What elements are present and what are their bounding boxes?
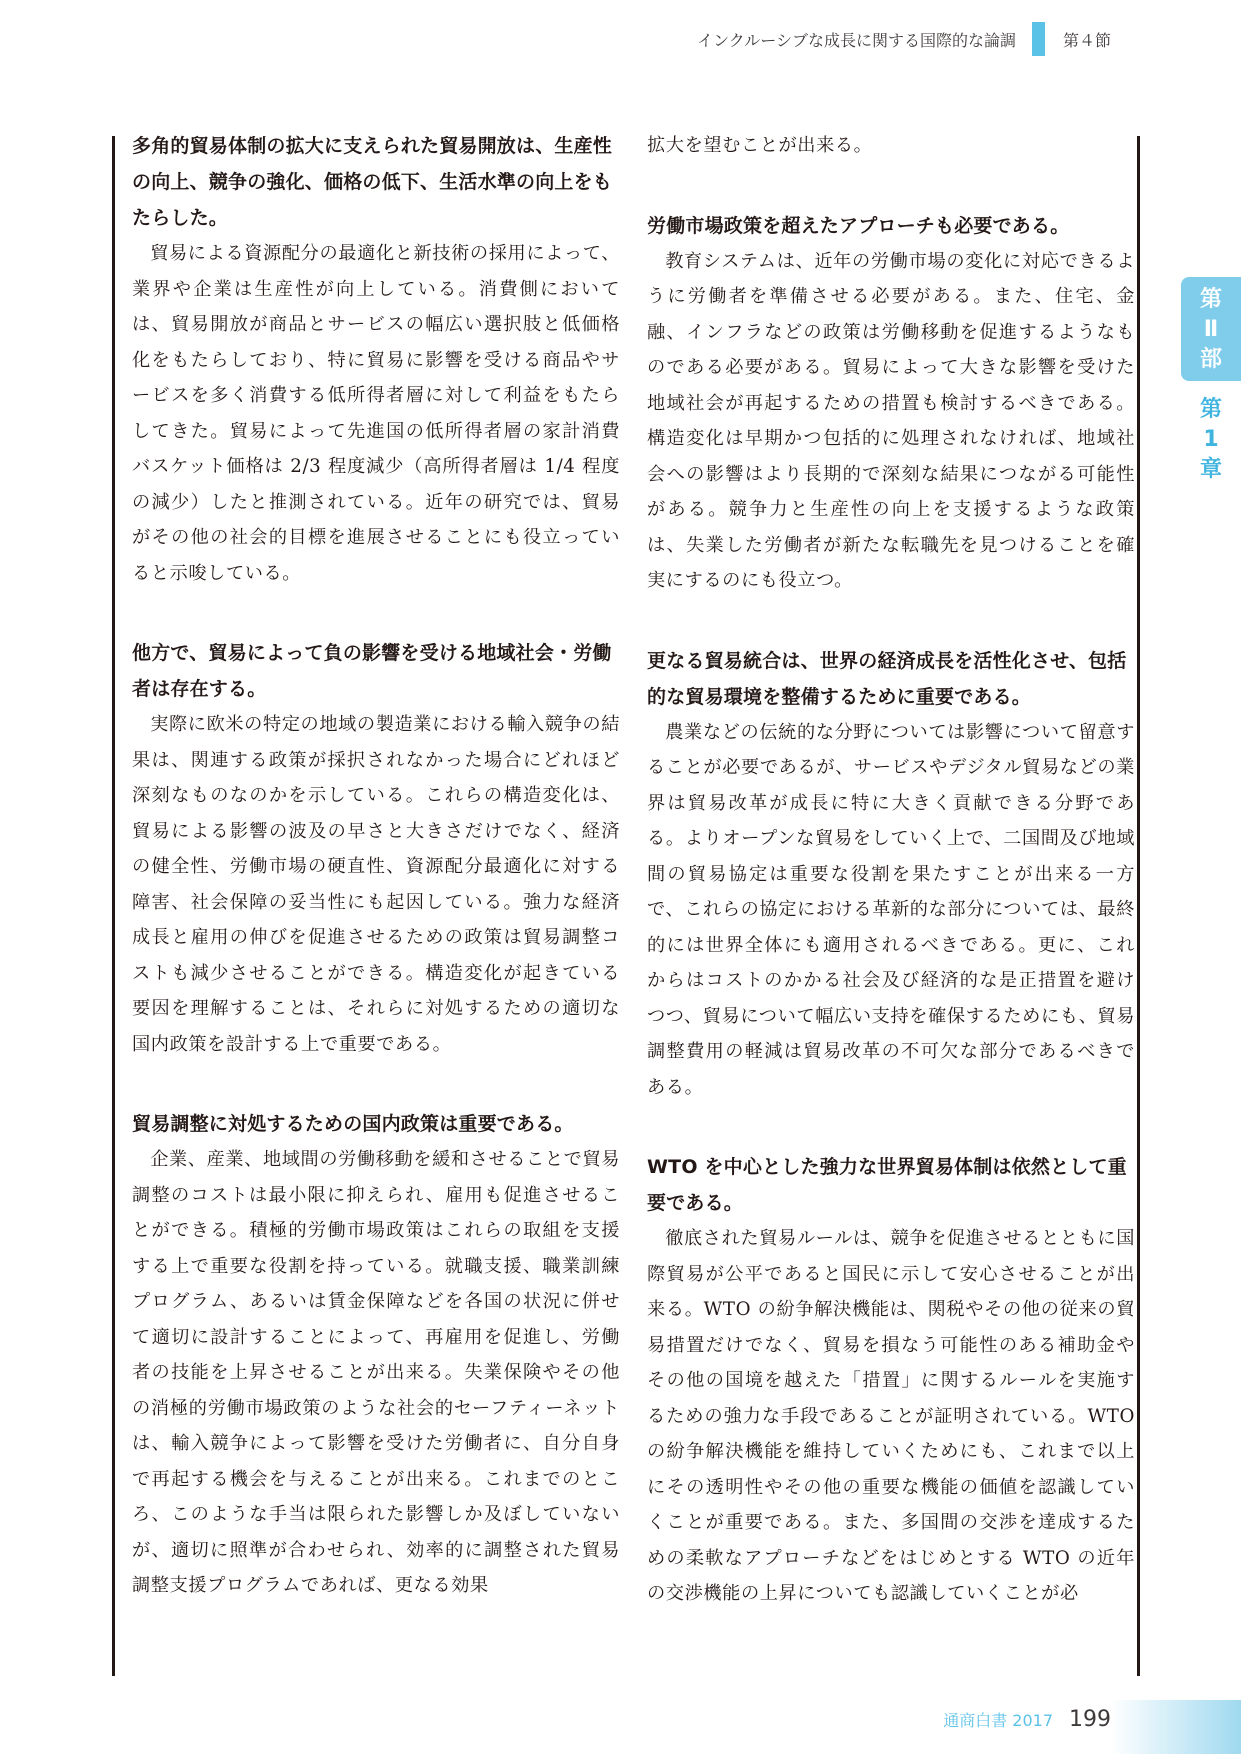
body-paragraph: 農業などの伝統的な分野については影響について留意することが必要であるが、サービスやデジタル貿易などの業界は貿易改革が成長に特に大きく貢献できる分野である。よりオープンな貿易をしていく上で、二国間及び地域間の貿易協定は重要な役割を果たすことが出来る一方で、これらの協定における革新的な部分については、最終的には世界全体にも適用されるべきである。更に、これからはコストのかかる社会及び経済的な是正措置を避けつつ、貿易について幅広い支持を確保するためにも、貿易調整費用の軽減は貿易改革の不可欠な部分であるべきである。 bbox=[647, 721, 1135, 1098]
publication-name: 通商白書 2017 bbox=[943, 1711, 1053, 1730]
page-number: 199 bbox=[1069, 1707, 1111, 1732]
section-heading: 貿易調整に対処するための国内政策は重要である。 bbox=[132, 1113, 574, 1135]
part-char: 第 bbox=[1199, 287, 1222, 312]
right-column bbox=[647, 128, 1135, 1612]
left-margin-rule bbox=[112, 136, 115, 1676]
part-char: Ⅱ bbox=[1203, 317, 1219, 342]
right-margin-rule bbox=[1137, 136, 1140, 1676]
chapter-char: 1 bbox=[1203, 427, 1219, 452]
section-title: インクルーシブな成長に関する国際的な論調 bbox=[697, 30, 1016, 50]
side-tab bbox=[1181, 277, 1241, 485]
body-paragraph-continued: 拡大を望むことが出来る。 bbox=[647, 135, 873, 156]
chapter-char: 章 bbox=[1199, 457, 1222, 482]
header-accent-bar bbox=[1032, 22, 1045, 56]
section-heading: WTO を中心とした強力な世界貿易体制は依然として重要である。 bbox=[647, 1156, 1127, 1214]
section-heading: 更なる貿易統合は、世界の経済成長を活性化させ、包括的な貿易環境を整備するために重要である。 bbox=[647, 649, 1127, 708]
running-header bbox=[697, 24, 1111, 54]
body-paragraph: 徹底された貿易ルールは、競争を促進させるとともに国際貿易が公平であると国民に示して安心させることが出来る。WTO の紛争解決機能は、関税やその他の従来の貿易措置だけでなく、貿易を損なう可能性のある補助金やその他の国境を越えた「措置」に関するルールを実施するための強力な手段であることが証明されている。WTO の紛争解決機能を維持していくためにも、これまで以上にその透明性やその他の重要な機能の価値を認識していくことが重要である。また、多国間の交渉を達成するための柔軟なアプローチなどをはじめとする WTO の近年の交渉機能の上昇についても認識していくことが必 bbox=[647, 1228, 1135, 1604]
left-column bbox=[132, 128, 620, 1604]
body-paragraph: 教育システムは、近年の労働市場の変化に対応できるように労働者を準備させる必要がある。また、住宅、金融、インフラなどの政策は労働移動を促進するようなものである必要がある。貿易によって大きな影響を受けた地域社会が再起するための措置も検討するべきである。構造変化は早期かつ包括的に処理されなければ、地域社会への影響はより長期的で深刻な結果につながる可能性がある。競争力と生産性の向上を支援するような政策は、失業した労働者が新たな転職先を見つけることを確実にするのにも役立つ。 bbox=[647, 250, 1135, 591]
section-heading: 労働市場政策を超えたアプローチも必要である。 bbox=[647, 214, 1070, 237]
part-char: 部 bbox=[1199, 347, 1222, 372]
body-paragraph: 実際に欧米の特定の地域の製造業における輸入競争の結果は、関連する政策が採択されなかった場合にどれほど深刻なものなのかを示している。これらの構造変化は、貿易による影響の波及の早さと大きさだけでなく、経済の健全性、労働市場の硬直性、資源配分最適化に対する障害、社会保障の妥当性にも起因している。強力な経済成長と雇用の伸びを促進させるための政策は貿易調整コストも減少させることができる。構造変化が起きている要因を理解することは、それらに対処するための適切な国内政策を設計する上で重要である。 bbox=[132, 714, 620, 1055]
page-footer bbox=[943, 1707, 1111, 1732]
section-heading: 多角的貿易体制の拡大に支えられた貿易開放は、生産性の向上、競争の強化、価格の低下、生活水準の向上をもたらした。 bbox=[132, 135, 613, 229]
footer-accent-bar bbox=[1111, 1700, 1241, 1754]
body-paragraph: 貿易による資源配分の最適化と新技術の採用によって、業界や企業は生産性が向上している。消費側においては、貿易開放が商品とサービスの幅広い選択肢と低価格化をもたらしており、特に貿易に影響を受ける商品やサービスを多く消費する低所得者層に対して利益をもたらしてきた。貿易によって先進国の低所得者層の家計消費バスケット価格は 2/3 程度減少（高所得者層は 1/4 程度の減少）したと推測されている。近年の研究では、貿易がその他の社会的目標を進展させることにも役立っていると示唆している。 bbox=[132, 243, 620, 584]
body-paragraph: 企業、産業、地域間の労働移動を緩和させることで貿易調整のコストは最小限に抑えられ、雇用も促進させることができる。積極的労働市場政策はこれらの取組を支援する上で重要な役割を持っている。就職支援、職業訓練プログラム、あるいは賃金保障などを各国の状況に併せて適切に設計することによって、再雇用を促進し、労働者の技能を上昇させることが出来る。失業保険やその他の消極的労働市場政策のような社会的セーフティーネットは、輸入競争によって影響を受けた労働者に、自分自身で再起する機会を与えることが出来る。これまでのところ、このような手当は限られた影響しか及ぼしていないが、適切に照準が合わせられ、効率的に調整された貿易調整支援プログラムであれば、更なる効果 bbox=[132, 1149, 620, 1596]
section-number: 第４節 bbox=[1062, 30, 1111, 50]
chapter-char: 第 bbox=[1199, 397, 1222, 422]
chapter-tab bbox=[1181, 381, 1241, 485]
part-tab bbox=[1181, 277, 1241, 381]
section-heading: 他方で、貿易によって負の影響を受ける地域社会・労働者は存在する。 bbox=[132, 642, 612, 700]
